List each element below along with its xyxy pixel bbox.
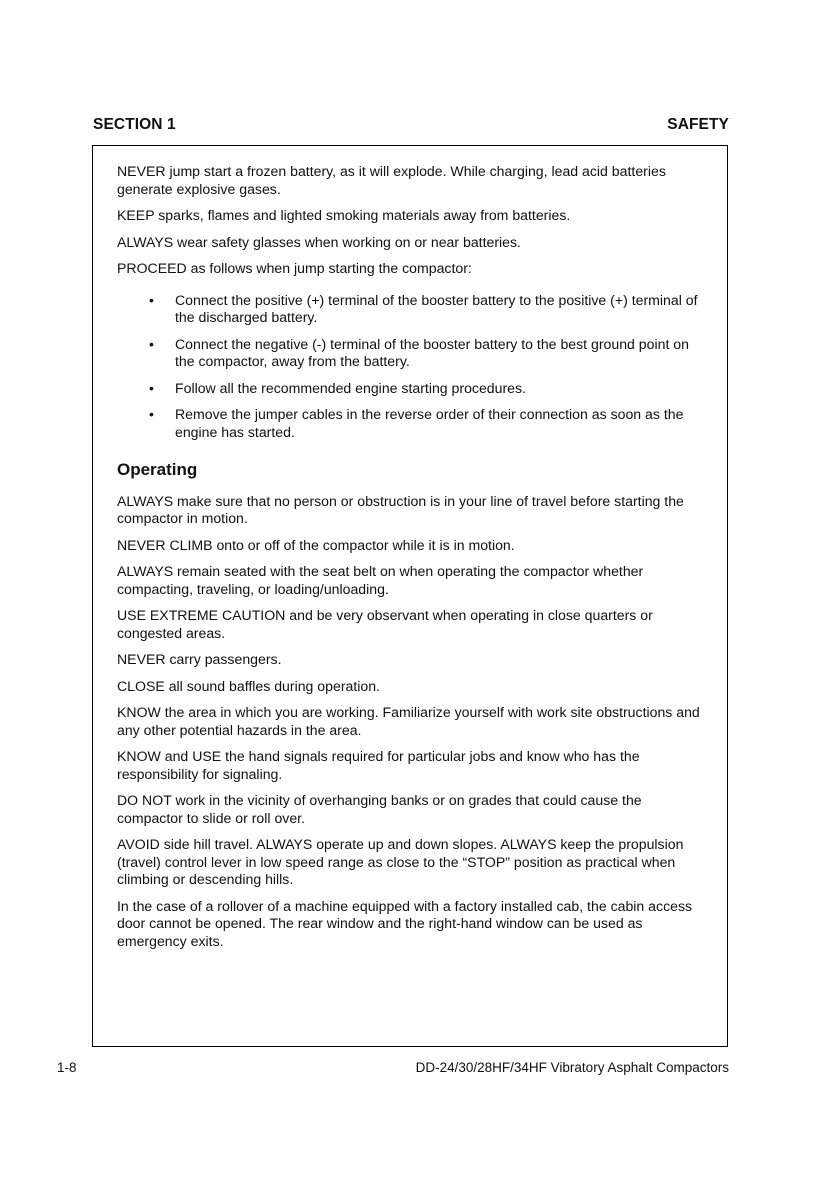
battery-paragraph: KEEP sparks, flames and lighted smoking materials away from batteries. — [117, 207, 571, 223]
operating-paragraph: ALWAYS remain seated with the seat belt on when operating the compactor whether compacting, traveling, or loading/unloading. — [117, 563, 644, 597]
operating-paragraph: KNOW and USE the hand signals required for particular jobs and know who has the responsibility for signaling. — [117, 748, 640, 782]
bullet-icon: • — [149, 379, 154, 396]
list-item — [149, 406, 707, 441]
list-item-text: Connect the positive (+) terminal of the booster battery to the positive (+) terminal of the discharged battery. — [175, 291, 698, 325]
section-title: SAFETY — [667, 116, 729, 133]
bullet-icon: • — [149, 291, 154, 308]
operating-paragraph: KNOW the area in which you are working. Familiarize yourself with work site obstructions and any other potential hazards in the area. — [117, 704, 700, 738]
section-label: SECTION 1 — [93, 116, 176, 133]
battery-paragraph: NEVER jump start a frozen battery, as it will explode. While charging, lead acid batteries generate explosive gases. — [117, 163, 666, 197]
list-item-text: Follow all the recommended engine starting procedures. — [175, 379, 526, 396]
bullet-icon: • — [149, 406, 154, 422]
jump-start-steps — [117, 292, 707, 442]
page-header — [93, 116, 729, 134]
document-title: DD-24/30/28HF/34HF Vibratory Asphalt Compactors — [415, 1060, 729, 1075]
page-footer — [57, 1060, 729, 1075]
operating-heading: Operating — [117, 460, 198, 479]
operating-paragraph: AVOID side hill travel. ALWAYS operate up and down slopes. ALWAYS keep the propulsion (travel) control lever in low speed range as close to the “STOP” position as practical when climbing or descending hills. — [117, 836, 684, 887]
operating-paragraph: ALWAYS make sure that no person or obstruction is in your line of travel before starting the compactor in motion. — [117, 492, 684, 526]
operating-paragraph: USE EXTREME CAUTION and be very observant when operating in close quarters or congested areas. — [117, 607, 653, 641]
list-item-text: Remove the jumper cables in the reverse order of their connection as soon as the engine has started. — [175, 406, 684, 440]
operating-paragraph: In the case of a rollover of a machine equipped with a factory installed cab, the cabin access door cannot be opened. The rear window and the right-hand window can be used as emergency exits. — [117, 897, 693, 949]
page-number: 1-8 — [57, 1060, 77, 1075]
operating-paragraph: NEVER CLIMB onto or off of the compactor while it is in motion. — [117, 536, 515, 553]
battery-paragraph: PROCEED as follows when jump starting the compactor: — [117, 260, 472, 276]
battery-paragraph: ALWAYS wear safety glasses when working on or near batteries. — [117, 233, 521, 250]
list-item — [149, 291, 707, 327]
list-item — [149, 335, 707, 371]
list-item — [149, 379, 707, 398]
content-body — [117, 163, 707, 959]
operating-paragraph: CLOSE all sound baffles during operation. — [117, 677, 380, 694]
operating-paragraph: DO NOT work in the vicinity of overhanging banks or on grades that could cause the compactor to slide or roll over. — [117, 792, 642, 826]
list-item-text: Connect the negative (-) terminal of the booster battery to the best ground point on the compactor, away from the battery. — [175, 335, 689, 369]
bullet-icon: • — [149, 335, 154, 352]
operating-paragraph: NEVER carry passengers. — [117, 651, 282, 667]
